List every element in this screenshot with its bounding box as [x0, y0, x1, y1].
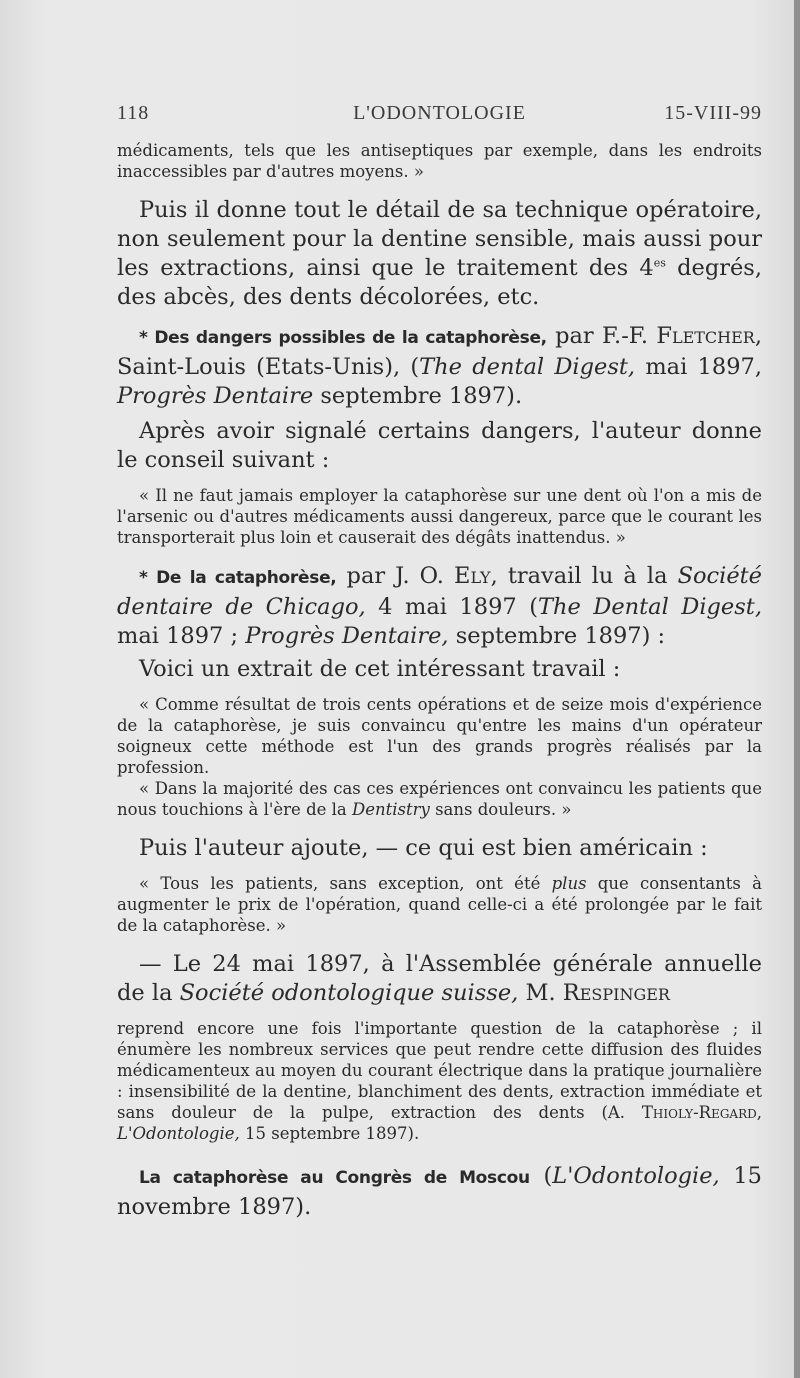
bibliography-entry-ely	[117, 562, 762, 651]
paragraph-text: reprend encore une fois l'importante question de la cataphorèse ; il énumère les nombreux services que peut rendre cette diffusion des fluides médicamenteux au moyen du courant électrique dans la pratique journalière : insensibilité de la dentine, blanchiment des dents, extraction immédiate et sans douleur de la pulpe, extraction des dents (A.	[117, 1019, 762, 1122]
paragraph-continuation	[117, 140, 762, 182]
quote-italic: Dentistry	[352, 800, 430, 819]
body-text	[117, 140, 762, 1222]
bibliography-entry-fletcher	[117, 322, 762, 411]
author-name: Fletcher	[656, 323, 755, 349]
quote-text: sans douleurs. »	[429, 800, 572, 819]
entry-heading: * De la cataphorèse,	[139, 568, 337, 588]
quote-results	[117, 694, 762, 778]
quote-text: « Dans la majorité des cas ces expériences ont convaincu les patients que nous touchions à l'ère de la	[117, 779, 762, 819]
entry-text: par J. O.	[336, 563, 455, 589]
journal-name: The Dental Digest,	[537, 594, 762, 620]
page-number: 118	[117, 102, 150, 124]
issue-date: 15-VIII-99	[664, 102, 762, 124]
entry-text: , travail lu à la	[490, 563, 678, 589]
paragraph-text: Voici un extrait de cet intéressant travail :	[139, 656, 621, 682]
superscript: es	[653, 256, 666, 270]
entry-text: (	[529, 1163, 553, 1189]
quote-text: que consentants à augmenter le prix de l'opération, quand celle-ci a été prolongée par le fait de la cataphorèse. »	[117, 874, 762, 935]
quote-text: « Tous les patients, sans exception, ont été	[139, 874, 552, 893]
quote-arsenic	[117, 485, 762, 548]
entry-text: , Saint-Louis (Etats-Unis), (	[117, 323, 762, 380]
entry-text: septembre 1897) :	[448, 623, 666, 649]
quote-text: « Comme résultat de trois cents opérations et de seize mois d'expérience de la cataphorèse, je suis convaincu qu'entre les mains d'un opérateur soigneux cette méthode est l'un des grands progrès réalisés par la profession.	[117, 695, 762, 777]
author-name: Respinger	[562, 980, 670, 1006]
paragraph-text: ,	[756, 1103, 762, 1122]
paragraph-advice-intro	[117, 417, 762, 475]
bibliography-entry-moscou	[117, 1162, 762, 1222]
quote-patients	[117, 778, 762, 820]
entry-text: par F.-F.	[546, 323, 657, 349]
paragraph-text: Après avoir signalé certains dangers, l'auteur donne le conseil suivant :	[117, 418, 762, 473]
source-name: Progrès Dentaire	[117, 383, 314, 409]
entry-heading: * Des dangers possibles de la cataphorèse,	[139, 328, 547, 348]
society-name: Société odontologique suisse,	[179, 980, 519, 1006]
author-name: Ely	[454, 563, 491, 589]
entry-text: mai 1897,	[635, 354, 762, 380]
paragraph-respinger	[117, 1018, 762, 1144]
quote-price	[117, 873, 762, 936]
journal-name: The dental Digest,	[419, 354, 636, 380]
paragraph-text: degrés, des abcès, des dents décolorées, etc.	[117, 255, 763, 310]
entry-text: mai 1897 ;	[117, 623, 246, 649]
paragraph-text: médicaments, tels que les antiseptiques par exemple, dans les endroits inaccessibles par d'autres moyens. »	[117, 141, 762, 181]
quote-italic: plus	[551, 874, 587, 893]
journal-name: L'Odontologie,	[552, 1163, 720, 1189]
entry-text: 4 mai 1897 (	[365, 594, 538, 620]
journal-name: L'Odontologie,	[117, 1124, 240, 1143]
author-name: Thioly-Regard	[641, 1103, 757, 1122]
entry-text: septembre 1897).	[313, 383, 523, 409]
running-header	[117, 102, 762, 132]
source-name: Progrès Dentaire,	[245, 623, 449, 649]
paragraph-text: 15 septembre 1897).	[239, 1124, 420, 1143]
page-spine-edge	[794, 0, 800, 1378]
paragraph-author-adds	[117, 834, 762, 863]
paragraph-text: M.	[518, 980, 563, 1006]
paragraph-text: — Le 24 mai 1897, à l'Assemblée générale annuelle de la	[117, 951, 762, 1006]
paragraph-text: Puis il donne tout le détail de sa technique opératoire, non seulement pour la dentine sensible, mais aussi pour les extractions, ainsi que le traitement des 4	[117, 197, 762, 281]
society-name: Société dentaire de Chicago,	[117, 563, 762, 620]
paragraph-technique	[117, 196, 762, 312]
paragraph-text: Puis l'auteur ajoute, — ce qui est bien américain :	[139, 835, 708, 861]
entry-heading: La cataphorèse au Congrès de Moscou	[139, 1168, 530, 1188]
entry-text: 15 novembre 1897).	[117, 1163, 762, 1220]
paragraph-assembly	[117, 950, 762, 1008]
paragraph-extract-intro	[117, 655, 762, 684]
journal-title: L'ODONTOLOGIE	[353, 102, 526, 124]
quote-text: « Il ne faut jamais employer la cataphorèse sur une dent où l'on a mis de l'arsenic ou d'autres médicaments aussi dangereux, parce que le courant les transporterait plus loin et causerait des dégâts inattendus. »	[117, 486, 762, 547]
